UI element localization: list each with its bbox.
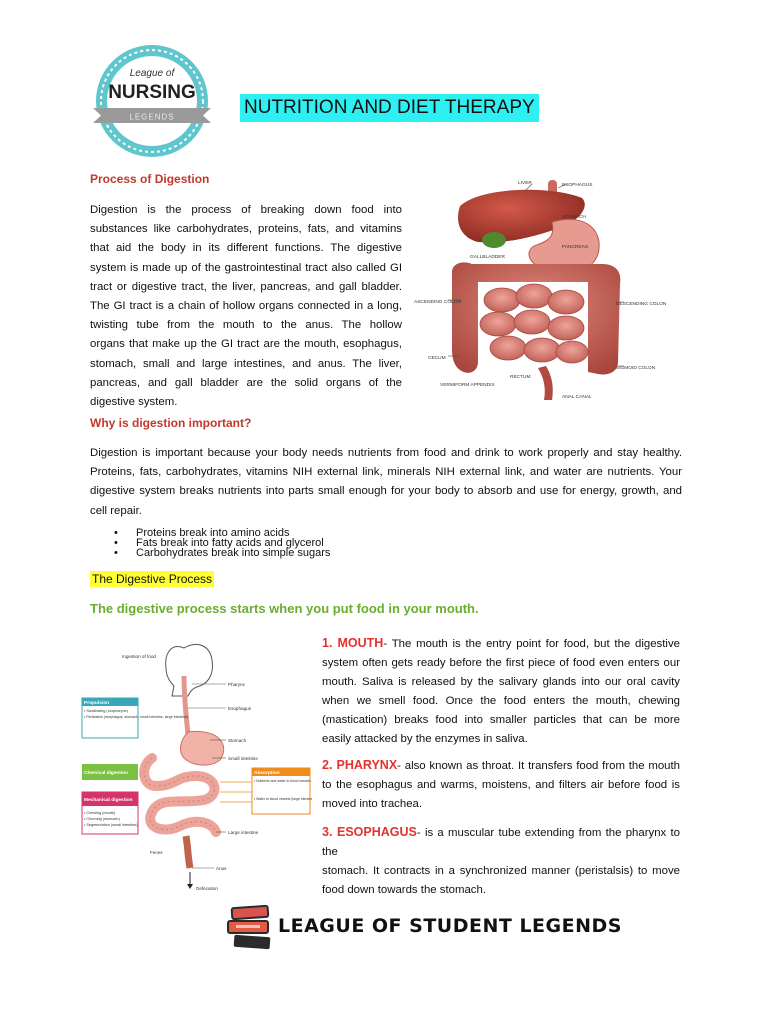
footer-logo bbox=[226, 903, 622, 953]
text-line: digestive system. bbox=[90, 396, 178, 409]
separator: - bbox=[383, 638, 388, 650]
text-line: pancreas, and gall bladder are the solid organs of the bbox=[90, 376, 402, 389]
esophagus-title: 3. ESOPHAGUS bbox=[322, 825, 417, 839]
text-line: The mouth is the entry point for food, but the digestive bbox=[391, 638, 680, 650]
small-intestine-label: Small intestine bbox=[228, 756, 258, 761]
stomach-label: Stomach bbox=[228, 738, 247, 743]
text-line: system is made up of the gastrointestinal tract also called GI bbox=[90, 261, 402, 274]
logo-line2: NURSING bbox=[108, 82, 196, 103]
large-intestine-label: Large intestine bbox=[228, 830, 259, 835]
digestive-process-heading-text: The Digestive Process bbox=[92, 572, 213, 586]
text-line: stomach, small and large intestines, and anus. The liver, bbox=[90, 357, 402, 370]
mechanical-item: • Segmentation (small intestine) bbox=[84, 823, 138, 827]
sigmoid-colon-label: SIGMOID COLON bbox=[616, 366, 656, 371]
cecum-label: CECUM bbox=[428, 356, 446, 361]
pharynx-paragraph bbox=[322, 756, 680, 814]
text-line: food down towards the stomach. bbox=[322, 884, 486, 896]
pharynx-label: Pharynx bbox=[228, 682, 245, 687]
anus-label: Anus bbox=[216, 866, 227, 871]
stomach-shape bbox=[181, 731, 224, 765]
text-line: Digestion is the process of breaking down food into bbox=[90, 204, 402, 216]
text-line: mouth. Saliva is released by the salivary glands into our oral cavity bbox=[322, 676, 680, 688]
appendix-label: VERMIFORM APPENDIX bbox=[440, 383, 495, 388]
absorption-title: Absorption bbox=[254, 771, 280, 776]
digestive-process-diagram bbox=[80, 636, 312, 894]
intestine-shape bbox=[144, 758, 216, 832]
esophagus-tube bbox=[184, 676, 188, 734]
defecation-label: Defecation bbox=[196, 886, 218, 891]
esophagus-label: ESOPHAGUS bbox=[562, 183, 593, 188]
league-of-nursing-logo bbox=[93, 42, 211, 160]
propulsion-title: Propulsion bbox=[84, 701, 110, 706]
text-line: to the esophagus and warms, moistens, and filters air before food is bbox=[322, 779, 680, 791]
text-line: Digestion is important because your body needs nutrients from food and drink to work properly and stay healthy. bbox=[90, 447, 682, 459]
nutrient-bullet-list bbox=[114, 528, 330, 558]
mouth-title: 1. MOUTH bbox=[322, 636, 384, 650]
mechanical-item: • Churning (stomach) bbox=[84, 817, 120, 821]
text-line: tract or digestive tract, the liver, pancreas, and gall bladder. bbox=[90, 280, 402, 293]
rectum-shape bbox=[186, 836, 190, 868]
process-of-digestion-paragraph bbox=[90, 201, 402, 412]
text-line: cell repair. bbox=[90, 504, 142, 517]
text-line: system often gets ready before the first piece of food even enters our bbox=[322, 657, 680, 669]
esophagus-label: Esophagus bbox=[228, 706, 251, 711]
page-title: NUTRITION AND DIET THERAPY bbox=[240, 94, 539, 122]
ascending-colon-label: ASCENDING COLON bbox=[414, 300, 461, 305]
process-of-digestion-heading: Process of Digestion bbox=[90, 172, 210, 186]
text-line: digestive system breaks nutrients into parts small enough for your body to absorb and use for energy, growth, and bbox=[90, 485, 682, 498]
text-line: easily attacked by the enzymes in saliva. bbox=[322, 733, 528, 745]
text-line: (mastication) breaks food into smaller particles that can be more bbox=[322, 714, 680, 726]
text-line: stomach. It contracts in a synchronized manner (peristalsis) to move bbox=[322, 865, 680, 877]
feces-label: Feces bbox=[150, 850, 163, 855]
pharynx-title: 2. PHARYNX bbox=[322, 758, 398, 772]
mechanical-item: • Chewing (mouth) bbox=[84, 811, 116, 815]
ingestion-label: Ingestion of food bbox=[122, 654, 156, 659]
liver-label: LIVER bbox=[518, 181, 532, 186]
pancreas-label: PANCREAS bbox=[562, 245, 589, 250]
mechanical-digestion-title: Mechanical digestion bbox=[84, 798, 133, 803]
text-line: The GI tract is a chain of hollow organs connected in a long, bbox=[90, 300, 402, 313]
text-line: is a muscular tube extending from the pharynx to the bbox=[322, 827, 680, 858]
digestive-process-subheading: The digestive process starts when you put food in your mouth. bbox=[90, 601, 479, 616]
text-line: organs that make up the GI tract are the mouth, esophagus, bbox=[90, 338, 402, 351]
text-line: substances like carbohydrates, proteins, fats, and vitamins bbox=[90, 223, 402, 236]
small-intestine-shape bbox=[480, 284, 588, 363]
stomach-label: STOMACH bbox=[562, 215, 586, 220]
gallbladder-shape bbox=[482, 232, 506, 248]
chemical-digestion-title: Chemical digestion bbox=[84, 771, 128, 776]
rectum-shape bbox=[538, 366, 553, 400]
text-line: when we smell food. Once the food enters the mouth, chewing bbox=[322, 695, 680, 707]
text-line: twisting tube from the mouth to the anus. The hollow bbox=[90, 319, 402, 332]
absorption-item: • Water to blood vessels (large intestine) bbox=[254, 797, 312, 801]
text-line: that aid the body in its different functions. The digestive bbox=[90, 242, 402, 255]
why-digestion-paragraph bbox=[90, 444, 682, 521]
list-item: • Carbohydrates break into simple sugars bbox=[114, 548, 330, 558]
anal-canal-label: ANAL CANAL bbox=[562, 395, 592, 400]
text-line: moved into trachea. bbox=[322, 798, 423, 810]
propulsion-item: • Peristalsis (esophagus, stomach, small intestine, large intestine) bbox=[84, 715, 189, 719]
logo-line3: LEGENDS bbox=[129, 112, 175, 122]
descending-colon-label: DESCENDING COLON bbox=[616, 302, 667, 307]
digestive-process-heading bbox=[90, 570, 214, 588]
list-item: • Proteins break into amino acids bbox=[114, 528, 330, 538]
digestive-system-diagram bbox=[412, 172, 668, 404]
esophagus-paragraph bbox=[322, 823, 680, 900]
propulsion-item: • Swallowing (oropharynx) bbox=[84, 709, 128, 713]
list-item: • Fats break into fatty acids and glycerol bbox=[114, 538, 330, 548]
mouth-paragraph bbox=[322, 634, 680, 749]
rectum-label: RECTUM bbox=[510, 375, 531, 380]
separator: - bbox=[416, 827, 421, 839]
absorption-item: • Nutrients and water to blood vessels bbox=[254, 779, 311, 783]
text-line: also known as throat. It transfers food from the mouth bbox=[404, 760, 680, 772]
book-stack-icon bbox=[226, 905, 274, 951]
gallbladder-label: GALLBLADDER bbox=[470, 255, 505, 260]
separator: - bbox=[397, 760, 401, 772]
text-line: Proteins, fats, carbohydrates, vitamins NIH external link, minerals NIH external link, and water are nutrients. Your bbox=[90, 466, 682, 479]
logo-line1: League of bbox=[129, 68, 175, 79]
head-outline bbox=[166, 644, 213, 696]
footer-text: LEAGUE OF STUDENT LEGENDS bbox=[278, 915, 622, 937]
why-digestion-important-heading: Why is digestion important? bbox=[90, 416, 252, 430]
